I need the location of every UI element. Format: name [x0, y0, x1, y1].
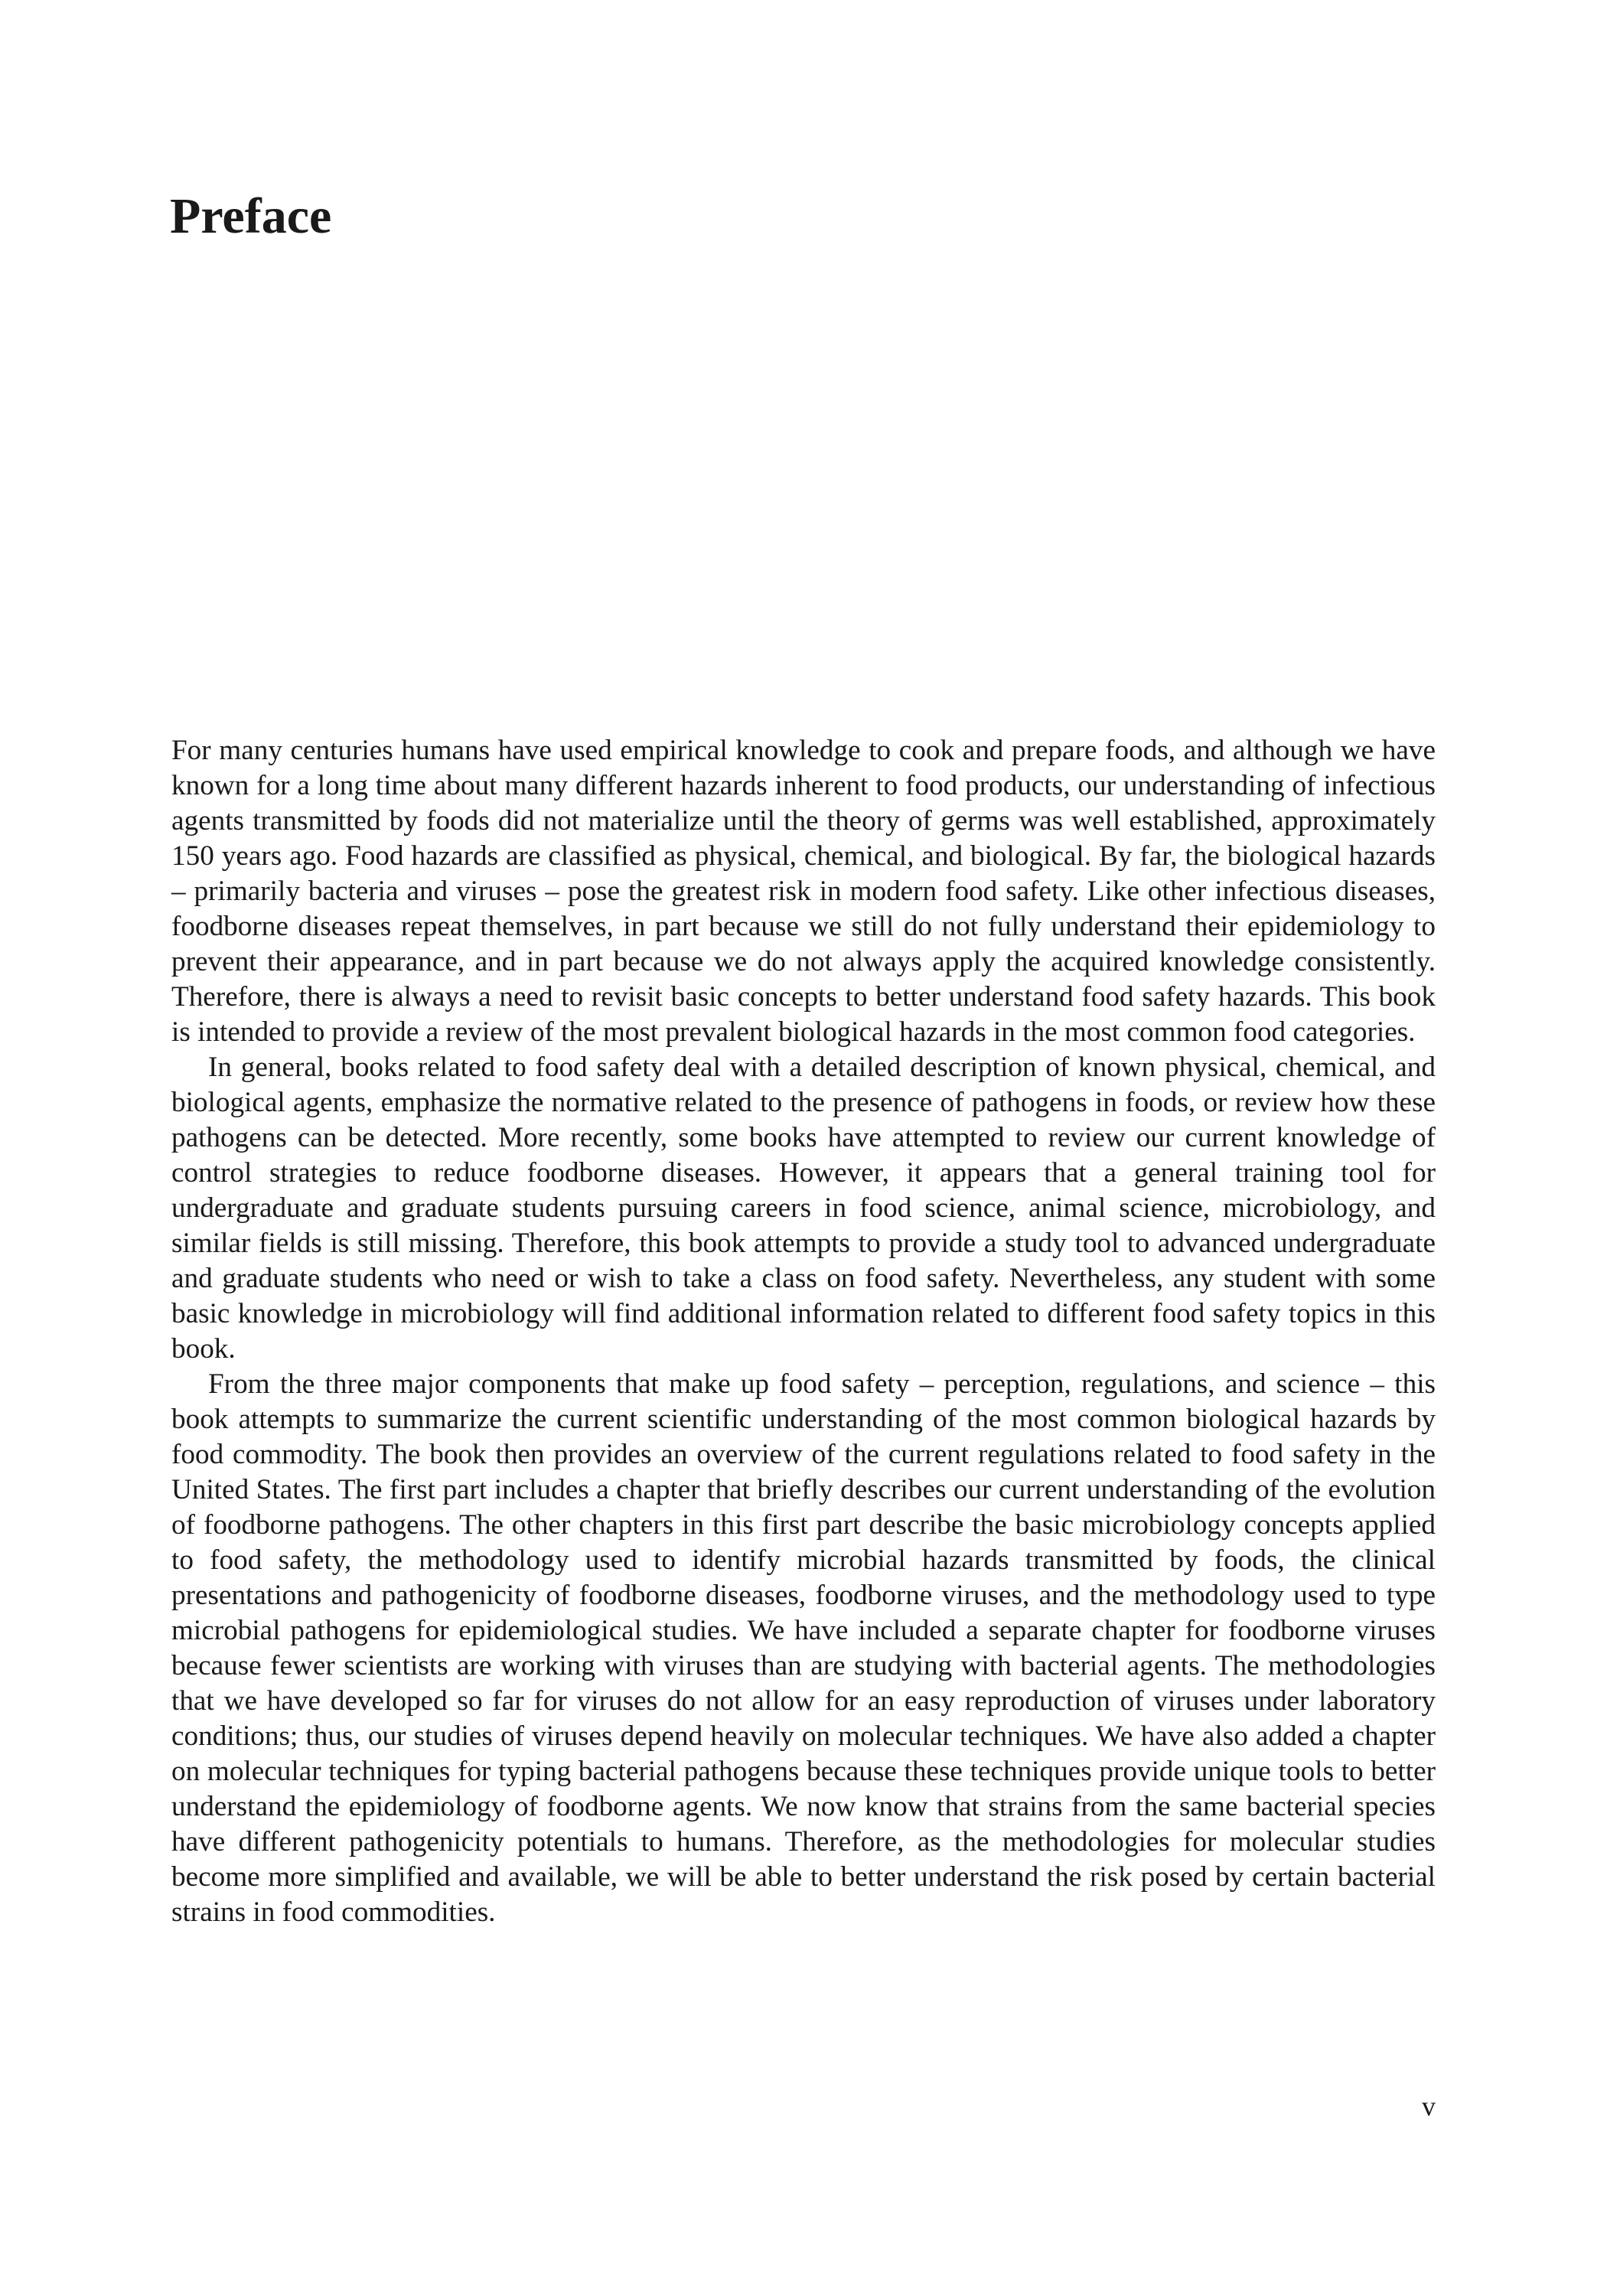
preface-body — [171, 733, 1436, 1930]
page-number: v — [1422, 2091, 1436, 2122]
paragraph-2: In general, books related to food safety deal with a detailed description of known physical, chemical, and biological agents, emphasize the normative related to the presence of pathogens in foods, or review how these pathogens can be detected. More recently, some books have attempted to review our current knowledge of control strategies to reduce foodborne diseases. However, it appears that a general training tool for undergraduate and graduate students pursuing careers in food science, animal science, microbiology, and similar fields is still missing. Therefore, this book attempts to provide a study tool to advanced undergraduate and graduate students who need or wish to take a class on food safety. Nevertheless, any student with some basic knowledge in microbiology will find additional information related to different food safety topics in this book. — [171, 1052, 1436, 1365]
page-title: Preface — [170, 188, 332, 244]
paragraph-1: For many centuries humans have used empirical knowledge to cook and prepare foods, and although we have known for a long time about many different hazards inherent to food products, our understanding of infectious agents transmitted by foods did not materialize until the theory of germs was well established, approximately 150 years ago. Food hazards are classified as physical, chemical, and biological. By far, the biological hazards – primarily bacteria and viruses – pose the greatest risk in modern food safety. Like other infectious diseases, foodborne diseases repeat themselves, in part because we still do not fully understand their epidemiology to prevent their appearance, and in part because we do not always apply the acquired knowledge consistently. Therefore, there is always a need to revisit basic concepts to better understand food safety hazards. This book is intended to provide a review of the most prevalent biological hazards in the most common food categories. — [171, 735, 1436, 1048]
paragraph-3: From the three major components that make up food safety – perception, regulations, and science – this book attempts to summarize the current scientific understanding of the most common biological hazards by food commodity. The book then provides an overview of the current regulations related to food safety in the United States. The first part includes a chapter that briefly describes our current understanding of the evolution of foodborne pathogens. The other chapters in this first part describe the basic microbiology concepts applied to food safety, the methodology used to identify microbial hazards transmitted by foods, the clinical presentations and pathogenicity of foodborne diseases, foodborne viruses, and the methodology used to type microbial pathogens for epidemiological studies. We have included a separate chapter for foodborne viruses because fewer scientists are working with viruses than are studying with bacterial agents. The methodologies that we have developed so far for viruses do not allow for an easy reproduction of viruses under laboratory conditions; thus, our studies of viruses depend heavily on molecular techniques. We have also added a chapter on molecular techniques for typing bacterial pathogens because these techniques provide unique tools to better understand the epidemiology of foodborne agents. We now know that strains from the same bacterial species have different pathogenicity potentials to humans. Therefore, as the methodologies for molecular studies become more simplified and available, we will be able to better understand the risk posed by certain bacterial strains in food commodities. — [171, 1368, 1436, 1928]
